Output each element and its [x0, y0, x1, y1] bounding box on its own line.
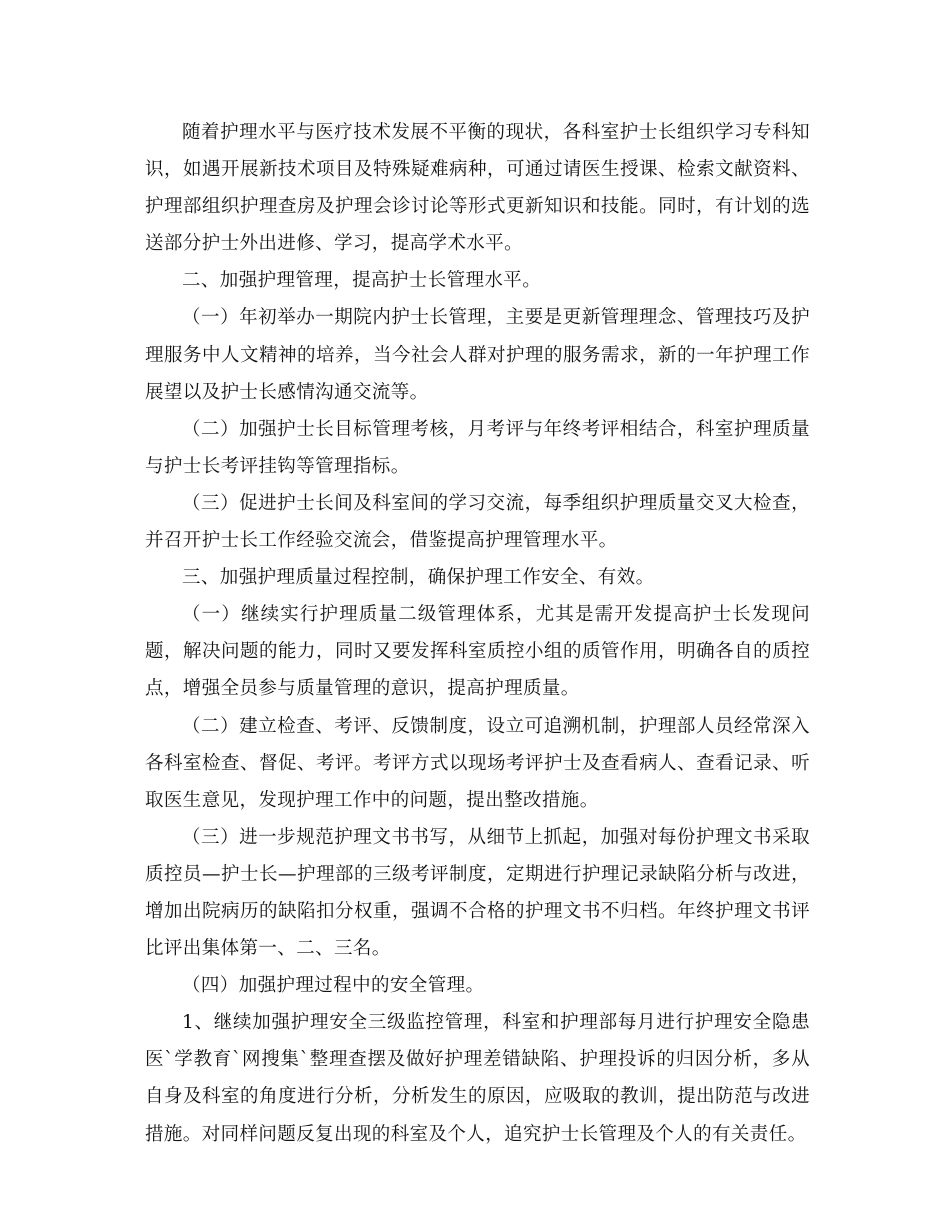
paragraph-2-1: （一）年初举办一期院内护士长管理，主要是更新管理理念、管理技巧及护理服务中人文精神的培养，当今社会人群对护理的服务需求，新的一年护理工作展望以及护士长感情沟通交流等。 — [145, 307, 810, 403]
paragraph-3-3: （三）进一步规范护理文书书写，从细节上抓起，加强对每份护理文书采取质控员—护士长—护理部的三级考评制度，定期进行护理记录缺陷分析与改进，增加出院病历的缺陷扣分权重，强调不合格的护理文书不归档。年终护理文书评比评出集体第一、二、三名。 — [145, 826, 810, 960]
heading-section-3: 三、加强护理质量过程控制，确保护理工作安全、有效。 — [182, 567, 655, 589]
paragraph-3-4-1: 1、继续加强护理安全三级监控管理，科室和护理部每月进行护理安全隐患医`学教育`网搜集`整理查摆及做好护理差错缺陷、护理投诉的归因分析，多从自身及科室的角度进行分析，分析发生的原因，应吸取的教训，提出防范与改进措施。对同样问题反复出现的科室及个人，追究护士长管理及个人的有关责任。 — [145, 1012, 810, 1145]
heading-subsection-3-4: （四）加强护理过程中的安全管理。 — [182, 975, 485, 997]
heading-section-2: 二、加强护理管理，提高护士长管理水平。 — [182, 270, 542, 292]
paragraph-2-3: （三）促进护士长间及科室间的学习交流，每季组织护理质量交叉大检查，并召开护士长工作经验交流会，借鉴提高护理管理水平。 — [145, 492, 810, 552]
paragraph-3-1: （一）继续实行护理质量二级管理体系，尤其是需开发提高护士长发现问题，解决问题的能力，同时又要发挥科室质控小组的质管作用，明确各自的质控点，增强全员参与质量管理的意识，提高护理质量。 — [145, 604, 810, 700]
paragraph-2-2: （二）加强护士长目标管理考核，月考评与年终考评相结合，科室护理质量与护士长考评挂钩等管理指标。 — [145, 418, 810, 477]
paragraph-training: 随着护理水平与医疗技术发展不平衡的现状，各科室护士长组织学习专科知识，如遇开展新技术项目及特殊疑难病种，可通过请医生授课、检索文献资料、护理部组织护理查房及护理会诊讨论等形式更新知识和技能。同时，有计划的选送部分护士外出进修、学习，提高学术水平。 — [145, 122, 810, 255]
paragraph-3-2: （二）建立检查、考评、反馈制度，设立可追溯机制，护理部人员经常深入各科室检查、督促、考评。考评方式以现场考评护士及查看病人、查看记录、听取医生意见，发现护理工作中的问题，提出整改措施。 — [145, 715, 810, 811]
